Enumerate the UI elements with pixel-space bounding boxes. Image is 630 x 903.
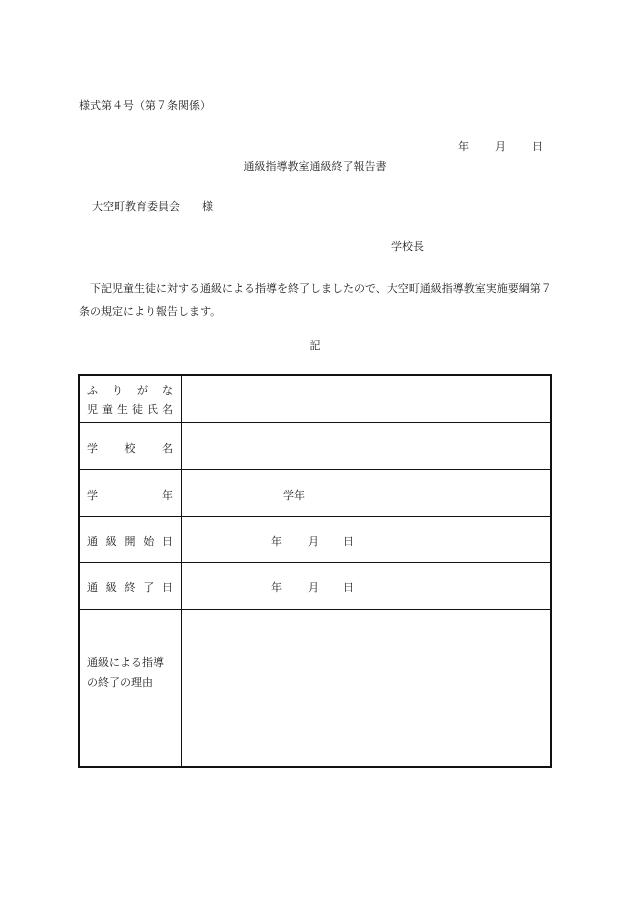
start-date-year: 年 (271, 535, 282, 548)
start-date-label: 通 級 開 始 日 (87, 535, 173, 548)
table-row-school (80, 422, 550, 469)
report-table (78, 374, 552, 768)
reason-label-line1: 通級による指導 (87, 656, 164, 669)
start-date-day: 日 (343, 535, 354, 548)
grade-label-cell (80, 470, 182, 516)
document-title: 通級指導教室通級終了報告書 (243, 160, 387, 173)
start-date-month: 月 (308, 535, 319, 548)
end-date-label: 通 級 終 了 日 (87, 581, 173, 594)
student-name-label: 児 童 生 徒 氏 名 (87, 403, 173, 416)
ki-heading: 記 (309, 339, 321, 352)
date-year: 年 (458, 140, 469, 153)
table-row-name (80, 376, 550, 422)
grade-value: 学年 (283, 489, 305, 502)
table-row-start-date (80, 516, 550, 562)
table-row-grade (80, 469, 550, 516)
school-label-cell (80, 423, 182, 469)
end-date-month: 月 (308, 581, 319, 594)
school-name-label: 学 校 名 (87, 442, 173, 455)
report-body: 下記児童生徒に対する通級による指導を終了しましたので、大空町通級指導教室実施要綱第７条の規定により報告します。 (79, 282, 552, 318)
table-row-reason (80, 609, 550, 766)
date-month: 月 (495, 140, 506, 153)
reason-label-line2: の終了の理由 (87, 676, 153, 689)
end-date-year: 年 (271, 581, 282, 594)
principal-label: 学校長 (391, 240, 424, 253)
table-row-end-date (80, 562, 550, 609)
submission-date (458, 138, 543, 154)
form-number: 様式第４号（第７条関係） (79, 99, 211, 112)
name-label-cell (80, 376, 182, 422)
end-date-day: 日 (343, 581, 354, 594)
date-day: 日 (532, 140, 543, 153)
furigana-label: ふ り が な (87, 384, 173, 397)
end-date-label-cell (80, 563, 182, 609)
reason-label-cell (80, 610, 182, 766)
grade-label: 学 年 (87, 489, 173, 502)
addressee: 大空町教育委員会 様 (92, 200, 213, 213)
start-date-label-cell (80, 517, 182, 562)
